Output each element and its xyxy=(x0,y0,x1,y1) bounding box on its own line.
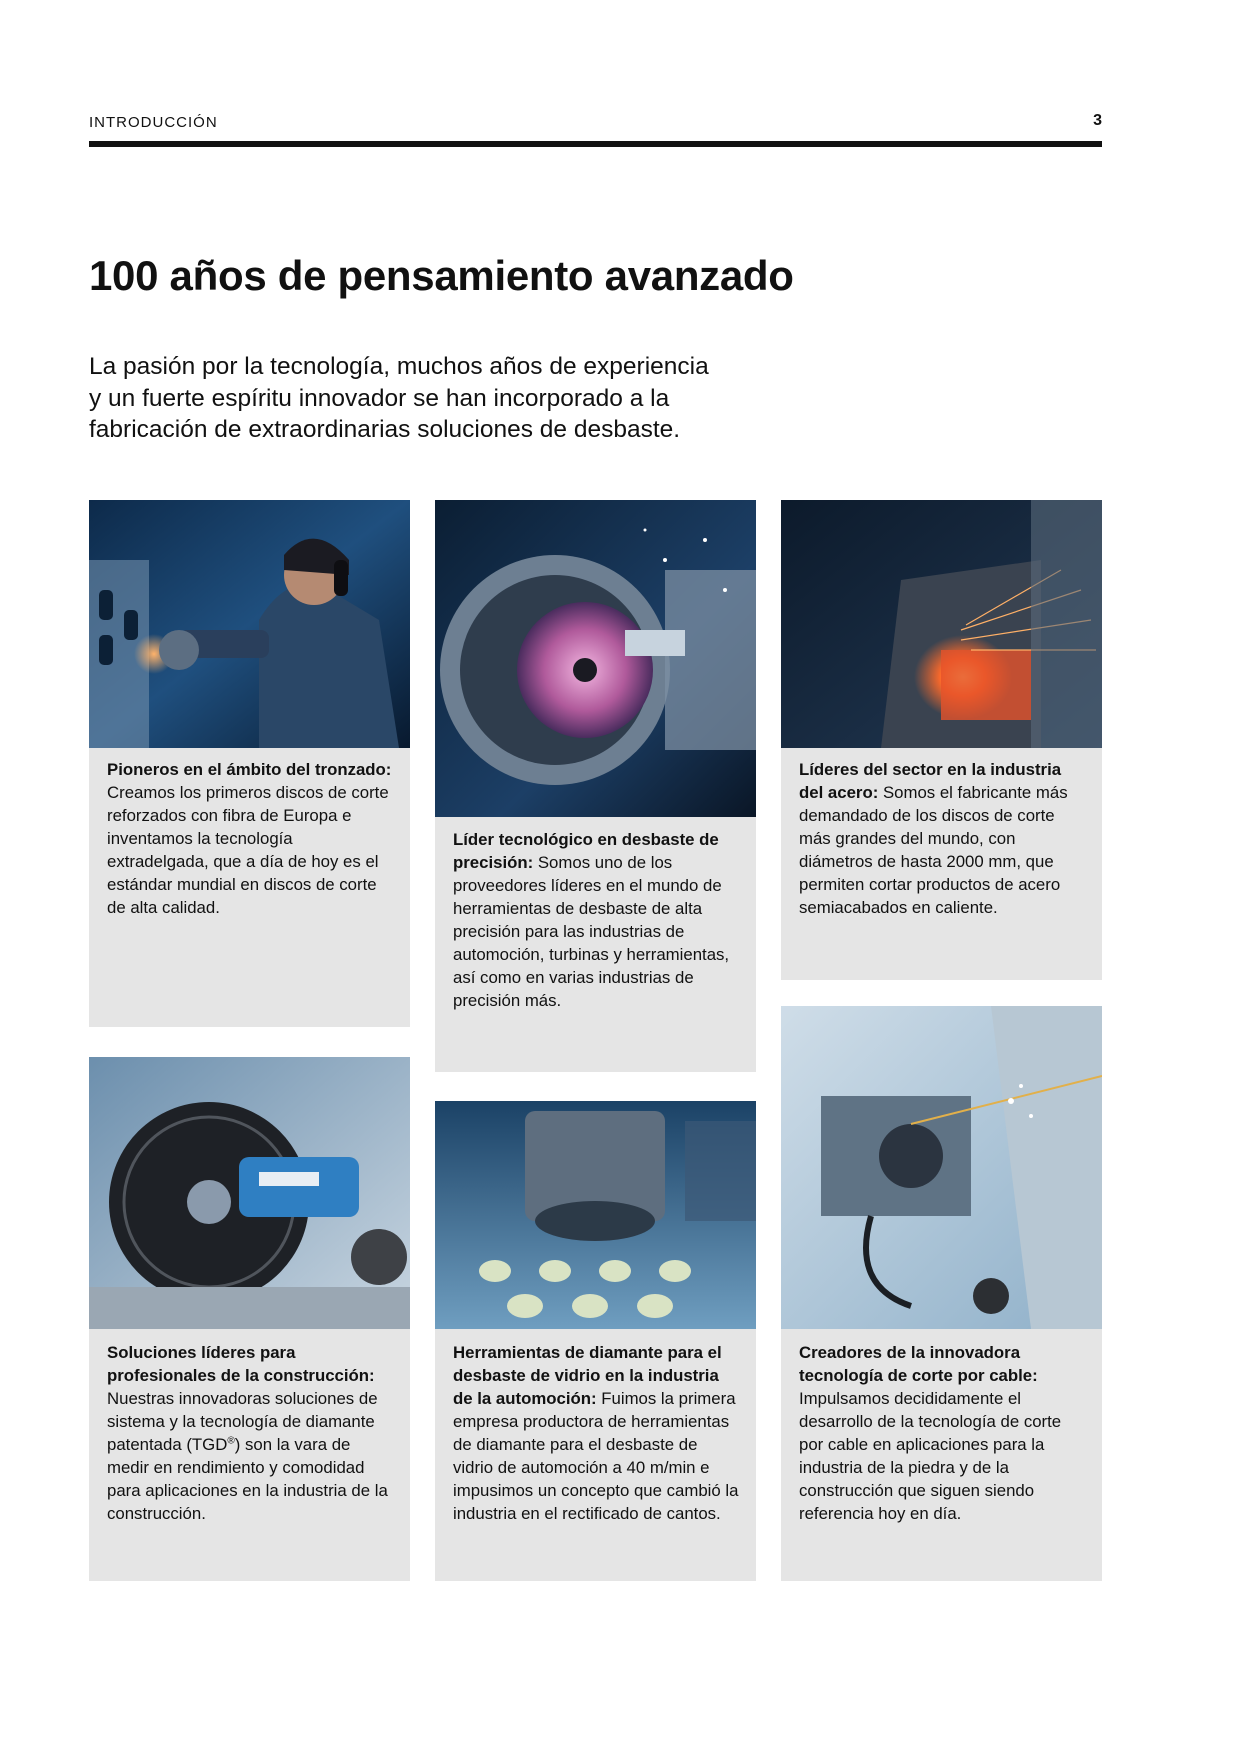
photo-steel-sparks xyxy=(781,500,1102,748)
page-title: 100 años de pensamiento avanzado xyxy=(89,252,794,299)
card-text xyxy=(453,828,742,1012)
card-body-end: ) son la vara de medir en rendimiento y comodidad para aplicaciones en la industria de la construcción. xyxy=(107,1435,388,1523)
card-heading: Herramientas de diamante para el desbaste de vidrio en la industria de la automoción: xyxy=(453,1343,722,1408)
photo-glass-edge-grinding xyxy=(435,1101,756,1329)
card-glass-grinding xyxy=(435,1101,756,1581)
page-number: 3 xyxy=(1093,112,1102,129)
card-steel-industry xyxy=(781,500,1102,980)
card-wire-saw xyxy=(781,1006,1102,1581)
card-heading: Líder tecnológico en desbaste de precisión: xyxy=(453,830,719,872)
card-heading: Soluciones líderes para profesionales de la construcción: xyxy=(107,1343,375,1385)
photo-wire-saw-concrete xyxy=(781,1006,1102,1329)
card-body: Creamos los primeros discos de corte reforzados con fibra de Europa e inventamos la tecnología extradelgada, que a día de hoy es el estándar mundial en discos de corte de alta calidad. xyxy=(107,783,389,917)
photo-precision-grinding-wheel xyxy=(435,500,756,817)
card-body: Fuimos la primera empresa productora de herramientas de diamante para el desbaste de vidrio de automoción a 40 m/min e impusimos un concepto que cambió la industria en el rectificado de cantos. xyxy=(453,1389,739,1523)
registered-mark: ® xyxy=(227,1435,235,1447)
card-heading: Creadores de la innovadora tecnología de corte por cable: xyxy=(799,1343,1038,1385)
photo-worker-angle-grinder xyxy=(89,500,410,748)
intro-line-3: fabricación de extraordinarias soluciones de desbaste. xyxy=(89,416,681,443)
card-body-start: Nuestras innovadoras soluciones de sistema y la tecnología de diamante patentada (TGD xyxy=(107,1389,378,1454)
card-heading: Líderes del sector en la industria del acero: xyxy=(799,760,1062,802)
card-text xyxy=(453,1341,742,1525)
header-section-label: INTRODUCCIÓN xyxy=(89,114,218,131)
card-cutting-pioneers xyxy=(89,500,410,1027)
intro-line-1: La pasión por la tecnología, muchos años de experiencia xyxy=(89,353,709,380)
intro-line-2: y un fuerte espíritu innovador se han incorporado a la xyxy=(89,384,670,412)
card-body: Impulsamos decididamente el desarrollo de la tecnología de corte por cable en aplicaciones para la industria de la piedra y de la construcción que siguen siendo referencia hoy en día. xyxy=(799,1389,1062,1523)
intro-paragraph xyxy=(89,351,789,446)
card-body: Somos uno de los proveedores líderes en el mundo de herramientas de desbaste de alta precisión para las industrias de automoción, turbinas y herramientas, así como en varias industrias de precisión más. xyxy=(453,853,730,1010)
card-body: Somos el fabricante más demandado de los discos de corte más grandes del mundo, con diámetros de hasta 2000 mm, que permiten cortar productos de acero semiacabados en caliente. xyxy=(799,783,1068,917)
card-construction xyxy=(89,1057,410,1581)
photo-construction-cut-off-saw xyxy=(89,1057,410,1329)
card-text xyxy=(107,1341,396,1525)
card-text xyxy=(799,1341,1088,1525)
card-text xyxy=(799,758,1088,919)
header-rule xyxy=(89,141,1102,147)
card-text xyxy=(107,758,396,919)
card-heading: Pioneros en el ámbito del tronzado: xyxy=(107,760,392,779)
card-precision-grinding xyxy=(435,500,756,1072)
